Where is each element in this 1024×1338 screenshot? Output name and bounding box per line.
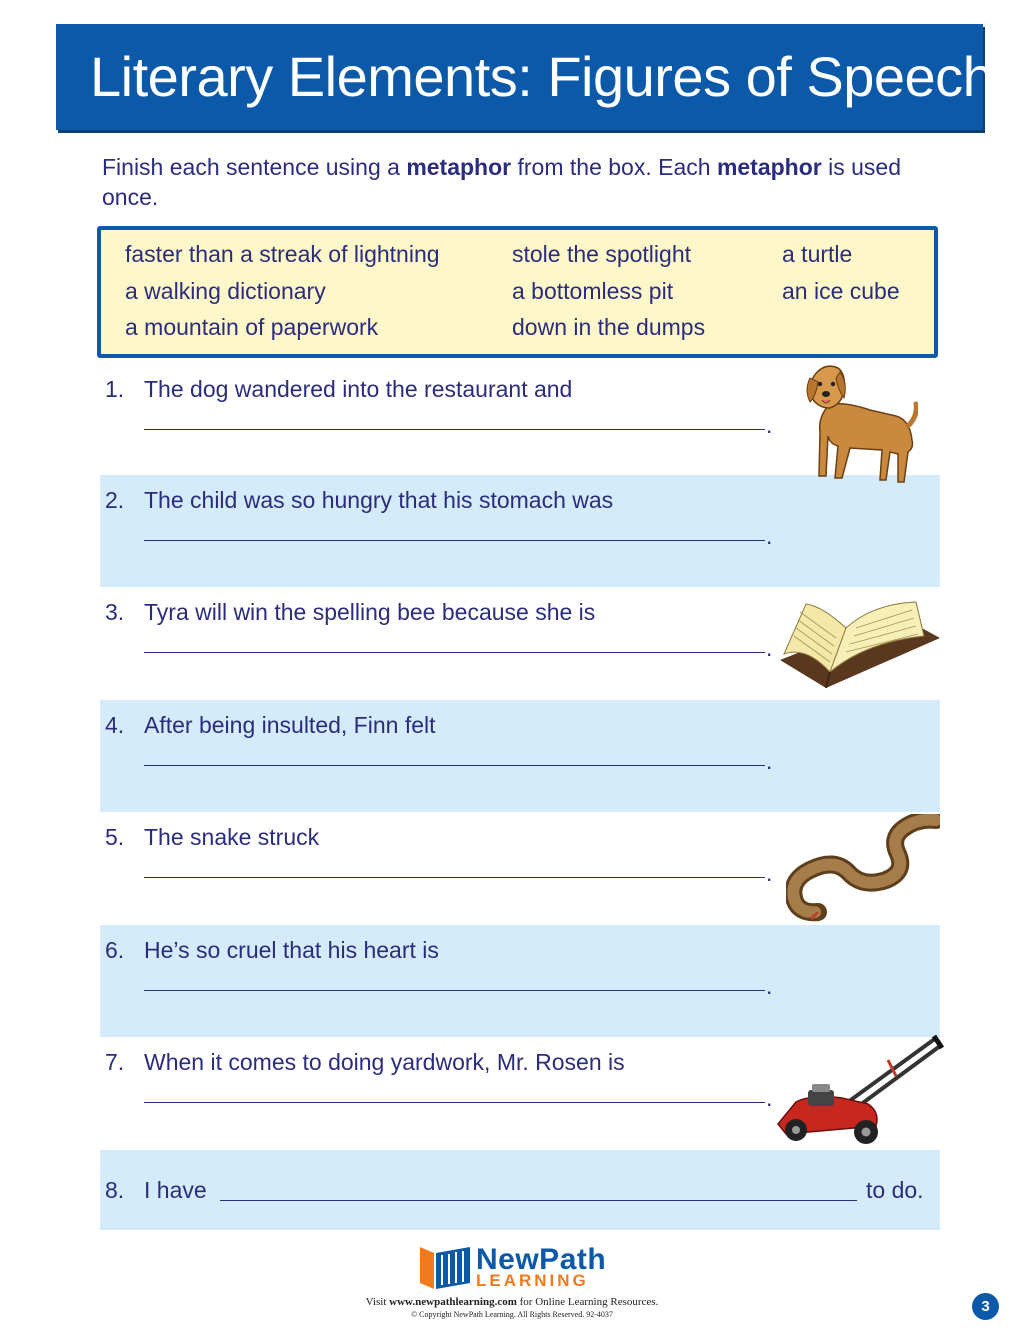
- word-option: a turtle: [782, 241, 853, 267]
- question-number: 2.: [105, 487, 125, 513]
- question-text: I have: [144, 1177, 207, 1203]
- word-option: an ice cube: [782, 278, 900, 304]
- newpath-logo-icon: [418, 1245, 472, 1291]
- question-text: Tyra will win the spelling bee because she is: [144, 599, 596, 625]
- answer-blank[interactable]: [144, 1102, 765, 1103]
- instructions-text: is used once.: [102, 154, 901, 210]
- question-number: 8.: [105, 1177, 125, 1203]
- question-row-8: [100, 1150, 940, 1230]
- question-row-2: [100, 475, 940, 587]
- footer-visit: [0, 1296, 1024, 1308]
- snake-illustration: [786, 814, 940, 922]
- brand-subname: LEARNING: [476, 1271, 589, 1290]
- question-number: 5.: [105, 824, 125, 850]
- page-number-badge: 3: [972, 1293, 999, 1320]
- period: .: [766, 860, 773, 886]
- period: .: [766, 973, 773, 999]
- question-row-6: [100, 925, 940, 1037]
- word-option: a bottomless pit: [512, 278, 674, 304]
- answer-blank[interactable]: [144, 877, 765, 878]
- question-number: 4.: [105, 712, 125, 738]
- period: .: [766, 1085, 773, 1111]
- book-illustration: [776, 598, 944, 694]
- question-text: After being insulted, Finn felt: [144, 712, 436, 738]
- metaphor-word-box: [97, 226, 938, 358]
- answer-blank[interactable]: [220, 1200, 857, 1201]
- question-number: 7.: [105, 1049, 125, 1075]
- instructions-text: from the box. Each: [517, 154, 711, 180]
- title-banner: [56, 24, 994, 130]
- instructions-text: Finish each sentence using a: [102, 154, 400, 180]
- question-text: He’s so cruel that his heart is: [144, 937, 439, 963]
- copyright: © Copyright NewPath Learning. All Rights Reserved. 92-4037: [411, 1310, 613, 1319]
- word-option: a mountain of paperwork: [125, 314, 379, 340]
- answer-blank[interactable]: [144, 652, 765, 653]
- page-title: Literary Elements: Figures of Speech: [90, 45, 994, 108]
- visit-prefix: Visit: [365, 1296, 387, 1308]
- answer-blank[interactable]: [144, 990, 765, 991]
- period: .: [766, 523, 773, 549]
- instructions-term: metaphor: [716, 154, 822, 180]
- dog-illustration: [800, 360, 918, 486]
- visit-suffix: for Online Learning Resources.: [519, 1296, 659, 1308]
- answer-blank[interactable]: [144, 765, 765, 766]
- question-number: 6.: [105, 937, 125, 963]
- question-number: 1.: [105, 376, 125, 402]
- period: .: [766, 635, 773, 661]
- period: .: [766, 748, 773, 774]
- question-number: 3.: [105, 599, 125, 625]
- brand-name: NewPath: [476, 1243, 607, 1276]
- question-text-end: to do.: [866, 1177, 924, 1203]
- word-option: faster than a streak of lightning: [125, 241, 440, 267]
- answer-blank[interactable]: [144, 429, 765, 430]
- word-option: stole the spotlight: [512, 241, 692, 267]
- instructions: [102, 152, 932, 212]
- instructions-term: metaphor: [406, 154, 512, 180]
- word-option: a walking dictionary: [125, 278, 326, 304]
- lawn-mower-illustration: [776, 1032, 944, 1146]
- question-text: The snake struck: [144, 824, 320, 850]
- question-text: The child was so hungry that his stomach was: [144, 487, 614, 513]
- period: .: [766, 412, 773, 438]
- answer-blank[interactable]: [144, 540, 765, 541]
- word-option: down in the dumps: [512, 314, 706, 340]
- question-text: The dog wandered into the restaurant and: [144, 376, 573, 402]
- question-row-4: [100, 700, 940, 812]
- question-text: When it comes to doing yardwork, Mr. Rosen is: [144, 1049, 625, 1075]
- footer-url-link[interactable]: www.newpathlearning.com: [389, 1296, 517, 1308]
